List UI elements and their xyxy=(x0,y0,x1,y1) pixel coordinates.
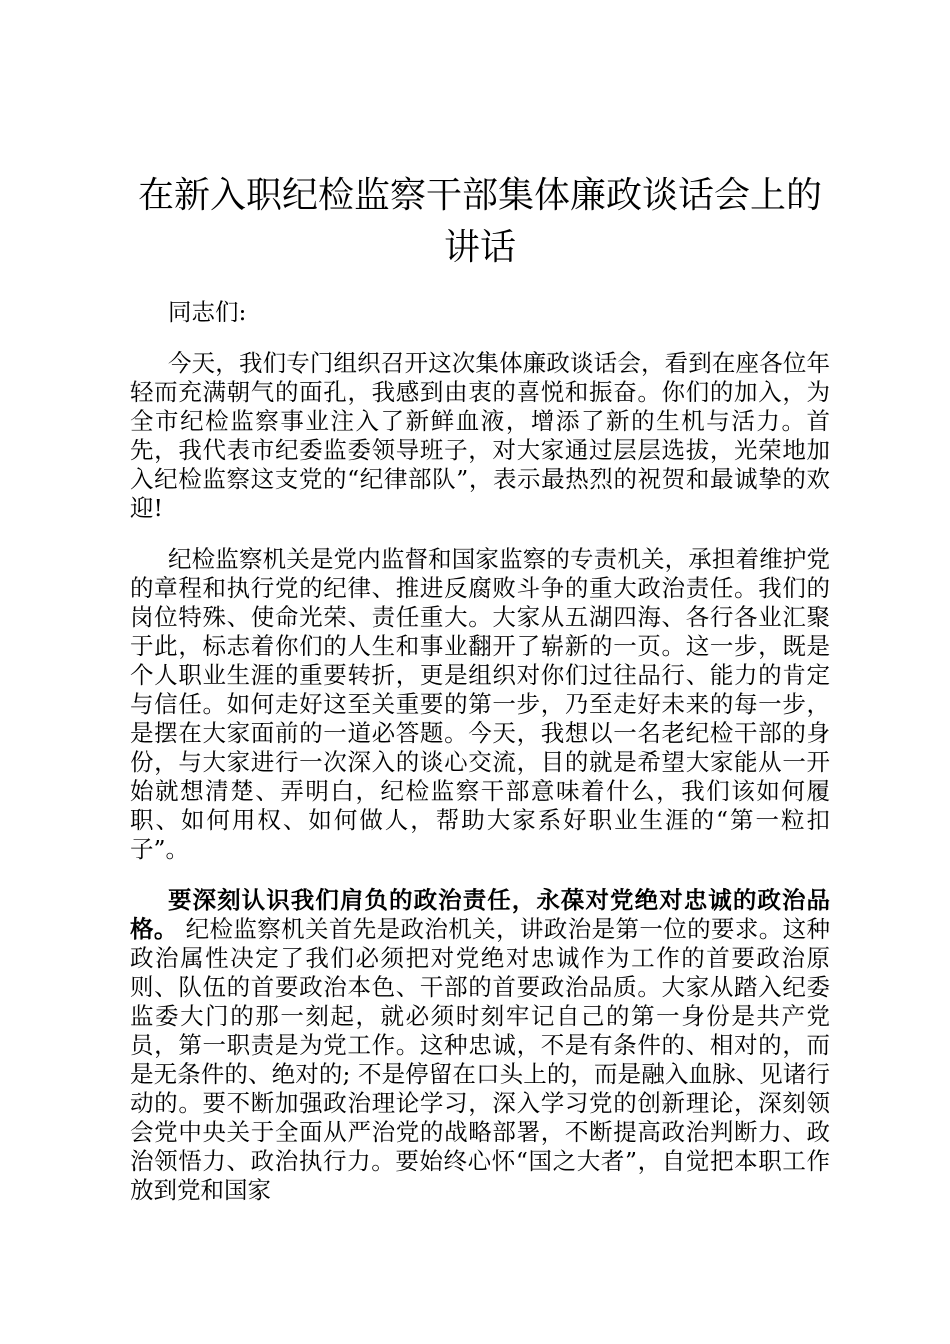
paragraph-text: 纪检监察机关首先是政治机关，讲政治是第一位的要求。这种政治属性决定了我们必须把对党绝对忠诚作为工作的首要政治原则、队伍的首要政治本色、干部的首要政治品质。大家从踏入纪委监委大门的那一刻起，就必须时刻牢记自己的第一身份是共产党员，第一职责是为党工作。这种忠诚，不是有条件的、相对的，而是无条件的、绝对的; 不是停留在口头上的，而是融入血脉、见诸行动的。要不断加强政治理论学习，深入学习党的创新理论，深刻领会党中央关于全面从严治党的战略部署，不断提高政治判断力、政治领悟力、政治执行力。要始终心怀“国之大者”，自觉把本职工作放到党和国家 xyxy=(130,915,830,1204)
document-title: 在新入职纪检监察干部集体廉政谈话会上的讲话 xyxy=(137,175,822,268)
salutation: 同志们: xyxy=(168,298,247,326)
paragraph-1 xyxy=(130,349,830,523)
paragraph-text: 纪检监察机关是党内监督和国家监察的专责机关，承担着维护党的章程和执行党的纪律、推进反腐败斗争的重大政治责任。我们的岗位特殊、使命光荣、责任重大。大家从五湖四海、各行各业汇聚于此，标志着你们的人生和事业翻开了崭新的一页。这一步，既是个人职业生涯的重要转折，更是组织对你们过往品行、能力的肯定与信任。如何走好这至关重要的第一步，乃至走好未来的每一步，是摆在大家面前的一道必答题。今天，我想以一名老纪检干部的身份，与大家进行一次深入的谈心交流，目的就是希望大家能从一开始就想清楚、弄明白，纪检监察干部意味着什么，我们该如何履职、如何用权、如何做人，帮助大家系好职业生涯的“第一粒扣子”。 xyxy=(130,545,830,863)
paragraph-3 xyxy=(130,886,830,1205)
paragraph-2 xyxy=(130,545,830,864)
paragraph-text: 今天，我们专门组织召开这次集体廉政谈话会，看到在座各位年轻而充满朝气的面孔，我感到由衷的喜悦和振奋。你们的加入，为全市纪检监察事业注入了新鲜血液，增添了新的生机与活力。首先，我代表市纪委监委领导班子，对大家通过层层选拔，光荣地加入纪检监察这支党的“纪律部队”，表示最热烈的祝贺和最诚挚的欢迎! xyxy=(130,349,830,522)
document-page xyxy=(130,170,830,1205)
paragraph-lead-heading: 要深刻认识我们肩负的政治责任，永葆对党绝对忠诚的政治品格。 xyxy=(130,886,830,943)
